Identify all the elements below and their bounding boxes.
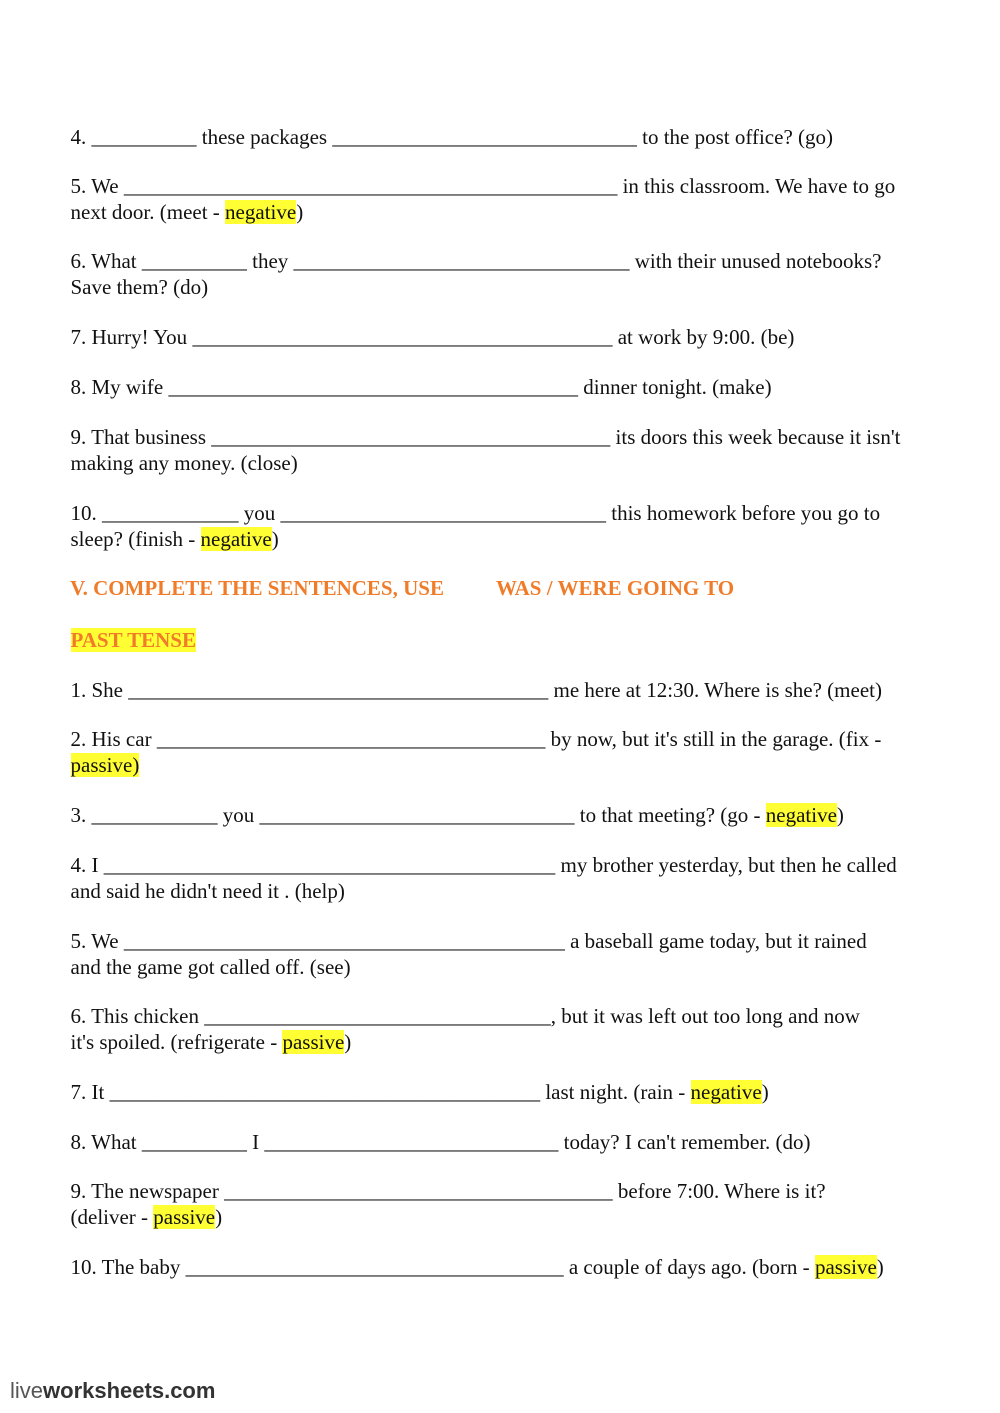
highlight-passive: passive) — [70, 753, 140, 777]
prompt-text: 5. We — [70, 929, 124, 953]
prompt-text: 3. — [70, 803, 92, 827]
prompt-text: 6. This chicken — [70, 1004, 205, 1028]
answer-blank[interactable]: _____________________________________ — [156, 727, 546, 751]
prompt-text: me here at 12:30. Where is she? (meet) — [548, 678, 882, 702]
highlight-passive: passive — [282, 1030, 345, 1054]
item-4-7 — [60, 298, 794, 350]
prompt-text: next door. (meet - — [70, 200, 226, 224]
section-v-heading — [60, 549, 734, 601]
item-4-8 — [60, 348, 772, 400]
answer-blank[interactable]: _______________________________________ — [168, 375, 578, 399]
heading-text: WAS / WERE GOING TO — [495, 576, 735, 600]
item-4-6-line2 — [60, 248, 208, 300]
item-4-9-line2 — [60, 424, 298, 476]
answer-blank[interactable]: ___________________________________________ — [103, 853, 556, 877]
prompt-text: dinner tonight. (make) — [578, 375, 772, 399]
item-5-6-line2 — [60, 1003, 351, 1055]
prompt-text: ) — [836, 803, 844, 827]
prompt-text: I — [246, 1130, 265, 1154]
prompt-text: today? I can't remember. (do) — [558, 1130, 811, 1154]
prompt-text: last night. (rain - — [540, 1080, 691, 1104]
prompt-text: by now, but it's still in the garage. (fix - — [545, 727, 882, 751]
prompt-text: 8. My wife — [70, 375, 169, 399]
prompt-text: ) — [215, 1205, 223, 1229]
prompt-text: 5. We — [70, 174, 124, 198]
prompt-text: my brother yesterday, but then he called — [555, 853, 897, 877]
prompt-text: 10. The baby — [70, 1255, 186, 1279]
highlight-passive: passive — [814, 1255, 877, 1279]
prompt-text: they — [246, 249, 294, 273]
prompt-text: ) — [876, 1255, 884, 1279]
logo-text: live — [10, 1378, 44, 1403]
prompt-text: 9. That business — [70, 425, 212, 449]
section-v-subheading — [60, 601, 196, 653]
prompt-text: these packages — [196, 125, 333, 149]
prompt-text: 6. What — [70, 249, 142, 273]
prompt-text: you — [238, 501, 281, 525]
answer-blank[interactable]: _____________________________ — [332, 125, 637, 149]
answer-blank[interactable]: _____________________________________ — [224, 1179, 613, 1203]
item-4-5-line2 — [60, 173, 303, 225]
prompt-text: ) — [296, 200, 304, 224]
prompt-text: with their unused notebooks? — [629, 249, 882, 273]
heading-text: V. COMPLETE THE SENTENCES, USE — [70, 576, 444, 600]
highlight-negative: negative — [200, 527, 272, 551]
prompt-text: 4. I — [70, 853, 104, 877]
prompt-text: in this classroom. We have to go — [617, 174, 896, 198]
prompt-text: sleep? (finish - — [70, 527, 201, 551]
prompt-text: ) — [344, 1030, 352, 1054]
answer-blank[interactable]: _______________________________________________ — [123, 174, 618, 198]
prompt-text: ) — [761, 1080, 769, 1104]
item-5-7 — [60, 1053, 769, 1105]
prompt-text: 7. It — [70, 1080, 110, 1104]
answer-blank[interactable]: _________________________________ — [204, 1004, 551, 1028]
highlight-negative: negative — [225, 200, 297, 224]
item-5-2 — [60, 700, 881, 752]
prompt-text: 10. — [70, 501, 102, 525]
answer-blank[interactable]: ____________________________________ — [185, 1255, 564, 1279]
answer-blank[interactable]: _____________ — [102, 501, 239, 525]
prompt-text: before 7:00. Where is it? — [612, 1179, 826, 1203]
prompt-text: a couple of days ago. (born - — [563, 1255, 815, 1279]
prompt-text: and said he didn't need it . (help) — [70, 879, 345, 903]
answer-blank[interactable]: ____________________________ — [264, 1130, 559, 1154]
liveworksheets-logo — [10, 1378, 215, 1404]
prompt-text: this homework before you go to — [606, 501, 881, 525]
prompt-text: ) — [271, 527, 279, 551]
prompt-text: 4. — [70, 125, 92, 149]
highlight-negative: negative — [765, 803, 837, 827]
answer-blank[interactable]: ________________________________________ — [192, 325, 613, 349]
prompt-text: 7. Hurry! You — [70, 325, 193, 349]
answer-blank[interactable]: __________________________________________ — [123, 929, 565, 953]
item-5-2-line2 — [60, 726, 139, 778]
answer-blank[interactable]: _________________________________________ — [109, 1080, 541, 1104]
prompt-text: you — [217, 803, 260, 827]
prompt-text: a baseball game today, but it rained — [564, 929, 867, 953]
answer-blank[interactable]: ________________________________________ — [128, 678, 549, 702]
prompt-text: its doors this week because it isn't — [610, 425, 901, 449]
answer-blank[interactable]: __________ — [141, 1130, 247, 1154]
prompt-text: to the post office? (go) — [636, 125, 833, 149]
prompt-text: it's spoiled. (refrigerate - — [70, 1030, 283, 1054]
answer-blank[interactable]: __________ — [91, 125, 197, 149]
heading-highlight: PAST TENSE — [70, 628, 196, 652]
answer-blank[interactable]: ____________ — [91, 803, 218, 827]
prompt-text: , but it was left out too long and now — [550, 1004, 860, 1028]
prompt-text: (deliver - — [70, 1205, 154, 1229]
prompt-text: making any money. (close) — [70, 451, 298, 475]
prompt-text: 2. His car — [70, 727, 157, 751]
item-5-4-line2 — [60, 852, 345, 904]
answer-blank[interactable]: _______________________________ — [280, 501, 606, 525]
item-5-1 — [60, 651, 882, 703]
prompt-text: to that meeting? (go - — [574, 803, 766, 827]
item-5-9-line2 — [60, 1178, 222, 1230]
prompt-text: 8. What — [70, 1130, 142, 1154]
item-5-3 — [60, 776, 844, 828]
item-5-5-line2 — [60, 928, 351, 980]
answer-blank[interactable]: __________ — [141, 249, 247, 273]
logo-text: .com — [164, 1378, 216, 1403]
prompt-text: Save them? (do) — [70, 275, 209, 299]
answer-blank[interactable]: ________________________________ — [293, 249, 630, 273]
item-4-10-line2 — [60, 500, 279, 552]
item-5-8 — [60, 1103, 811, 1155]
item-4-4 — [60, 98, 833, 150]
prompt-text: 1. She — [70, 678, 129, 702]
highlight-negative: negative — [690, 1080, 762, 1104]
item-5-10 — [60, 1228, 884, 1280]
prompt-text: 9. The newspaper — [70, 1179, 225, 1203]
logo-text: worksheets — [43, 1378, 165, 1403]
highlight-passive: passive — [153, 1205, 216, 1229]
answer-blank[interactable]: ______________________________________ — [211, 425, 611, 449]
prompt-text: at work by 9:00. (be) — [612, 325, 795, 349]
answer-blank[interactable]: ______________________________ — [259, 803, 575, 827]
prompt-text: and the game got called off. (see) — [70, 955, 351, 979]
